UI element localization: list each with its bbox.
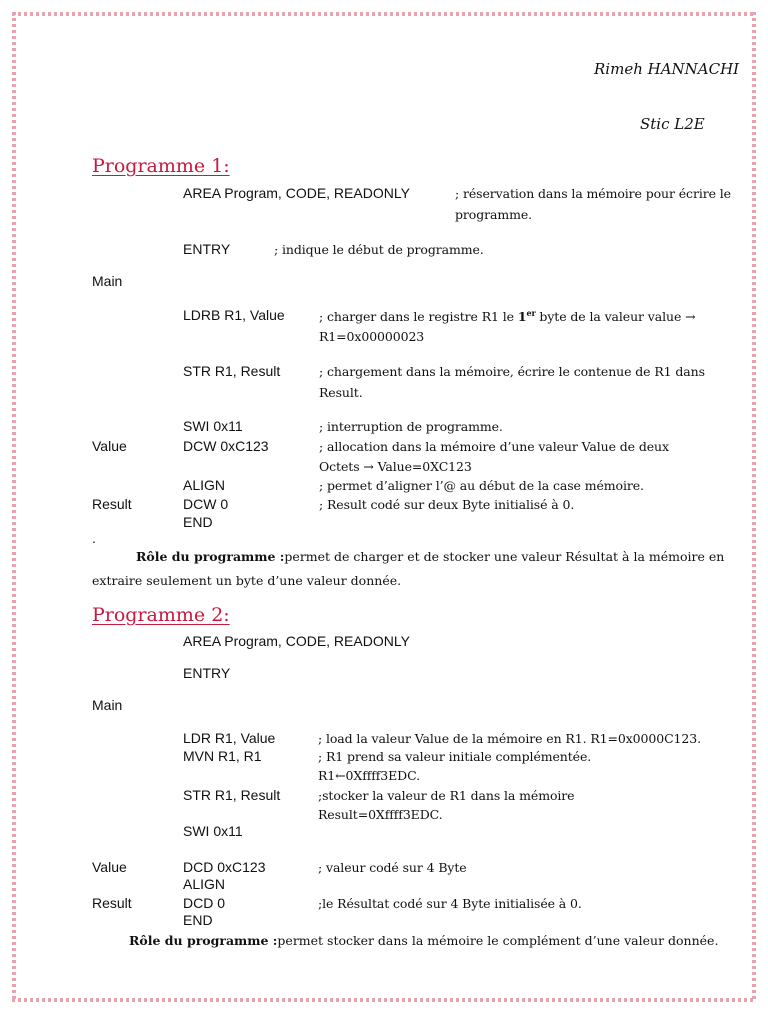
p1-area-comment-2: programme.	[455, 207, 533, 222]
p2-dcd0-comment: ;le Résultat codé sur 4 Byte initialisée à 0.	[318, 896, 582, 911]
class-name: Stic L2E	[640, 115, 705, 133]
border-left	[12, 12, 16, 1002]
p2-role-label: Rôle du programme :	[129, 933, 278, 948]
p2-swi: SWI 0x11	[183, 823, 243, 839]
p1-ldrb-comment-1: ; charger dans le registre R1 le 1er byte de la valeur value →	[319, 308, 696, 325]
p1-role-label: Rôle du programme :	[136, 549, 285, 564]
p2-ldr: LDR R1, Value	[183, 730, 276, 746]
p2-str-comment-1: ;stocker la valeur de R1 dans la mémoire	[318, 788, 575, 803]
p2-entry: ENTRY	[183, 665, 231, 681]
p1-str: STR R1, Result	[183, 363, 281, 379]
p2-value-label: Value	[92, 859, 127, 875]
border-top	[12, 12, 756, 16]
p1-area-comment-1: ; réservation dans la mémoire pour écrire le	[455, 186, 731, 201]
p2-result-label: Result	[92, 895, 132, 911]
p2-str-comment-2: Result=0Xffff3EDC.	[318, 807, 443, 822]
p1-dcw-comment-1: ; allocation dans la mémoire d’une valeur Value de deux	[319, 439, 669, 454]
p1-dcw0-comment: ; Result codé sur deux Byte initialisé à 0.	[319, 497, 575, 512]
p1-role-text-1: permet de charger et de stocker une valeur Résultat à la mémoire en	[284, 549, 725, 564]
p1-entry: ENTRY	[183, 241, 231, 257]
border-right	[752, 12, 756, 1002]
p2-role-text: permet stocker dans la mémoire le complément d’une valeur donnée.	[277, 933, 719, 948]
p2-dcd: DCD 0xC123	[183, 859, 266, 875]
p2-str: STR R1, Result	[183, 787, 281, 803]
program1-title: Programme 1:	[92, 155, 230, 177]
p2-main-label: Main	[92, 697, 123, 713]
p2-ldr-comment: ; load la valeur Value de la mémoire en R1. R1=0x0000C123.	[318, 731, 701, 746]
p2-dcd0: DCD 0	[183, 895, 226, 911]
p1-role-line-2: extraire seulement un byte d’une valeur donnée.	[92, 573, 402, 588]
p1-dcw: DCW 0xC123	[183, 438, 269, 454]
p2-dcd-comment: ; valeur codé sur 4 Byte	[318, 860, 467, 875]
program2-title: Programme 2:	[92, 604, 230, 626]
p1-str-comment-1: ; chargement dans la mémoire, écrire le contenue de R1 dans	[319, 364, 705, 379]
border-bottom	[12, 998, 756, 1002]
p2-mvn-comment-2: R1←0Xffff3EDC.	[318, 768, 420, 783]
p1-area: AREA Program, CODE, READONLY	[183, 185, 410, 201]
p2-role-line	[129, 933, 718, 948]
author-name: Rimeh HANNACHI	[594, 60, 740, 78]
p1-ldrb-comment-2: R1=0x00000023	[319, 329, 425, 344]
p1-entry-comment: ; indique le début de programme.	[274, 242, 484, 257]
p1-role-line-1	[136, 549, 724, 564]
p2-mvn-comment-1: ; R1 prend sa valeur initiale complémentée.	[318, 749, 592, 764]
p1-align-comment: ; permet d’aligner l’@ au début de la case mémoire.	[319, 478, 644, 493]
p1-swi-comment: ; interruption de programme.	[319, 419, 503, 434]
p1-swi: SWI 0x11	[183, 418, 243, 434]
p1-ldrb: LDRB R1, Value	[183, 307, 285, 323]
p1-end: END	[183, 514, 213, 530]
p1-result-label: Result	[92, 496, 132, 512]
p2-area: AREA Program, CODE, READONLY	[183, 633, 410, 649]
p1-value-label: Value	[92, 438, 127, 454]
p2-align: ALIGN	[183, 876, 226, 892]
p2-end: END	[183, 912, 213, 928]
p1-main-label: Main	[92, 273, 123, 289]
p1-str-comment-2: Result.	[319, 385, 363, 400]
p1-dcw0: DCW 0	[183, 496, 229, 512]
p1-dcw-comment-2: Octets → Value=0XC123	[319, 459, 472, 474]
p2-mvn: MVN R1, R1	[183, 748, 262, 764]
p1-align: ALIGN	[183, 477, 226, 493]
p1-dot: .	[92, 530, 96, 546]
